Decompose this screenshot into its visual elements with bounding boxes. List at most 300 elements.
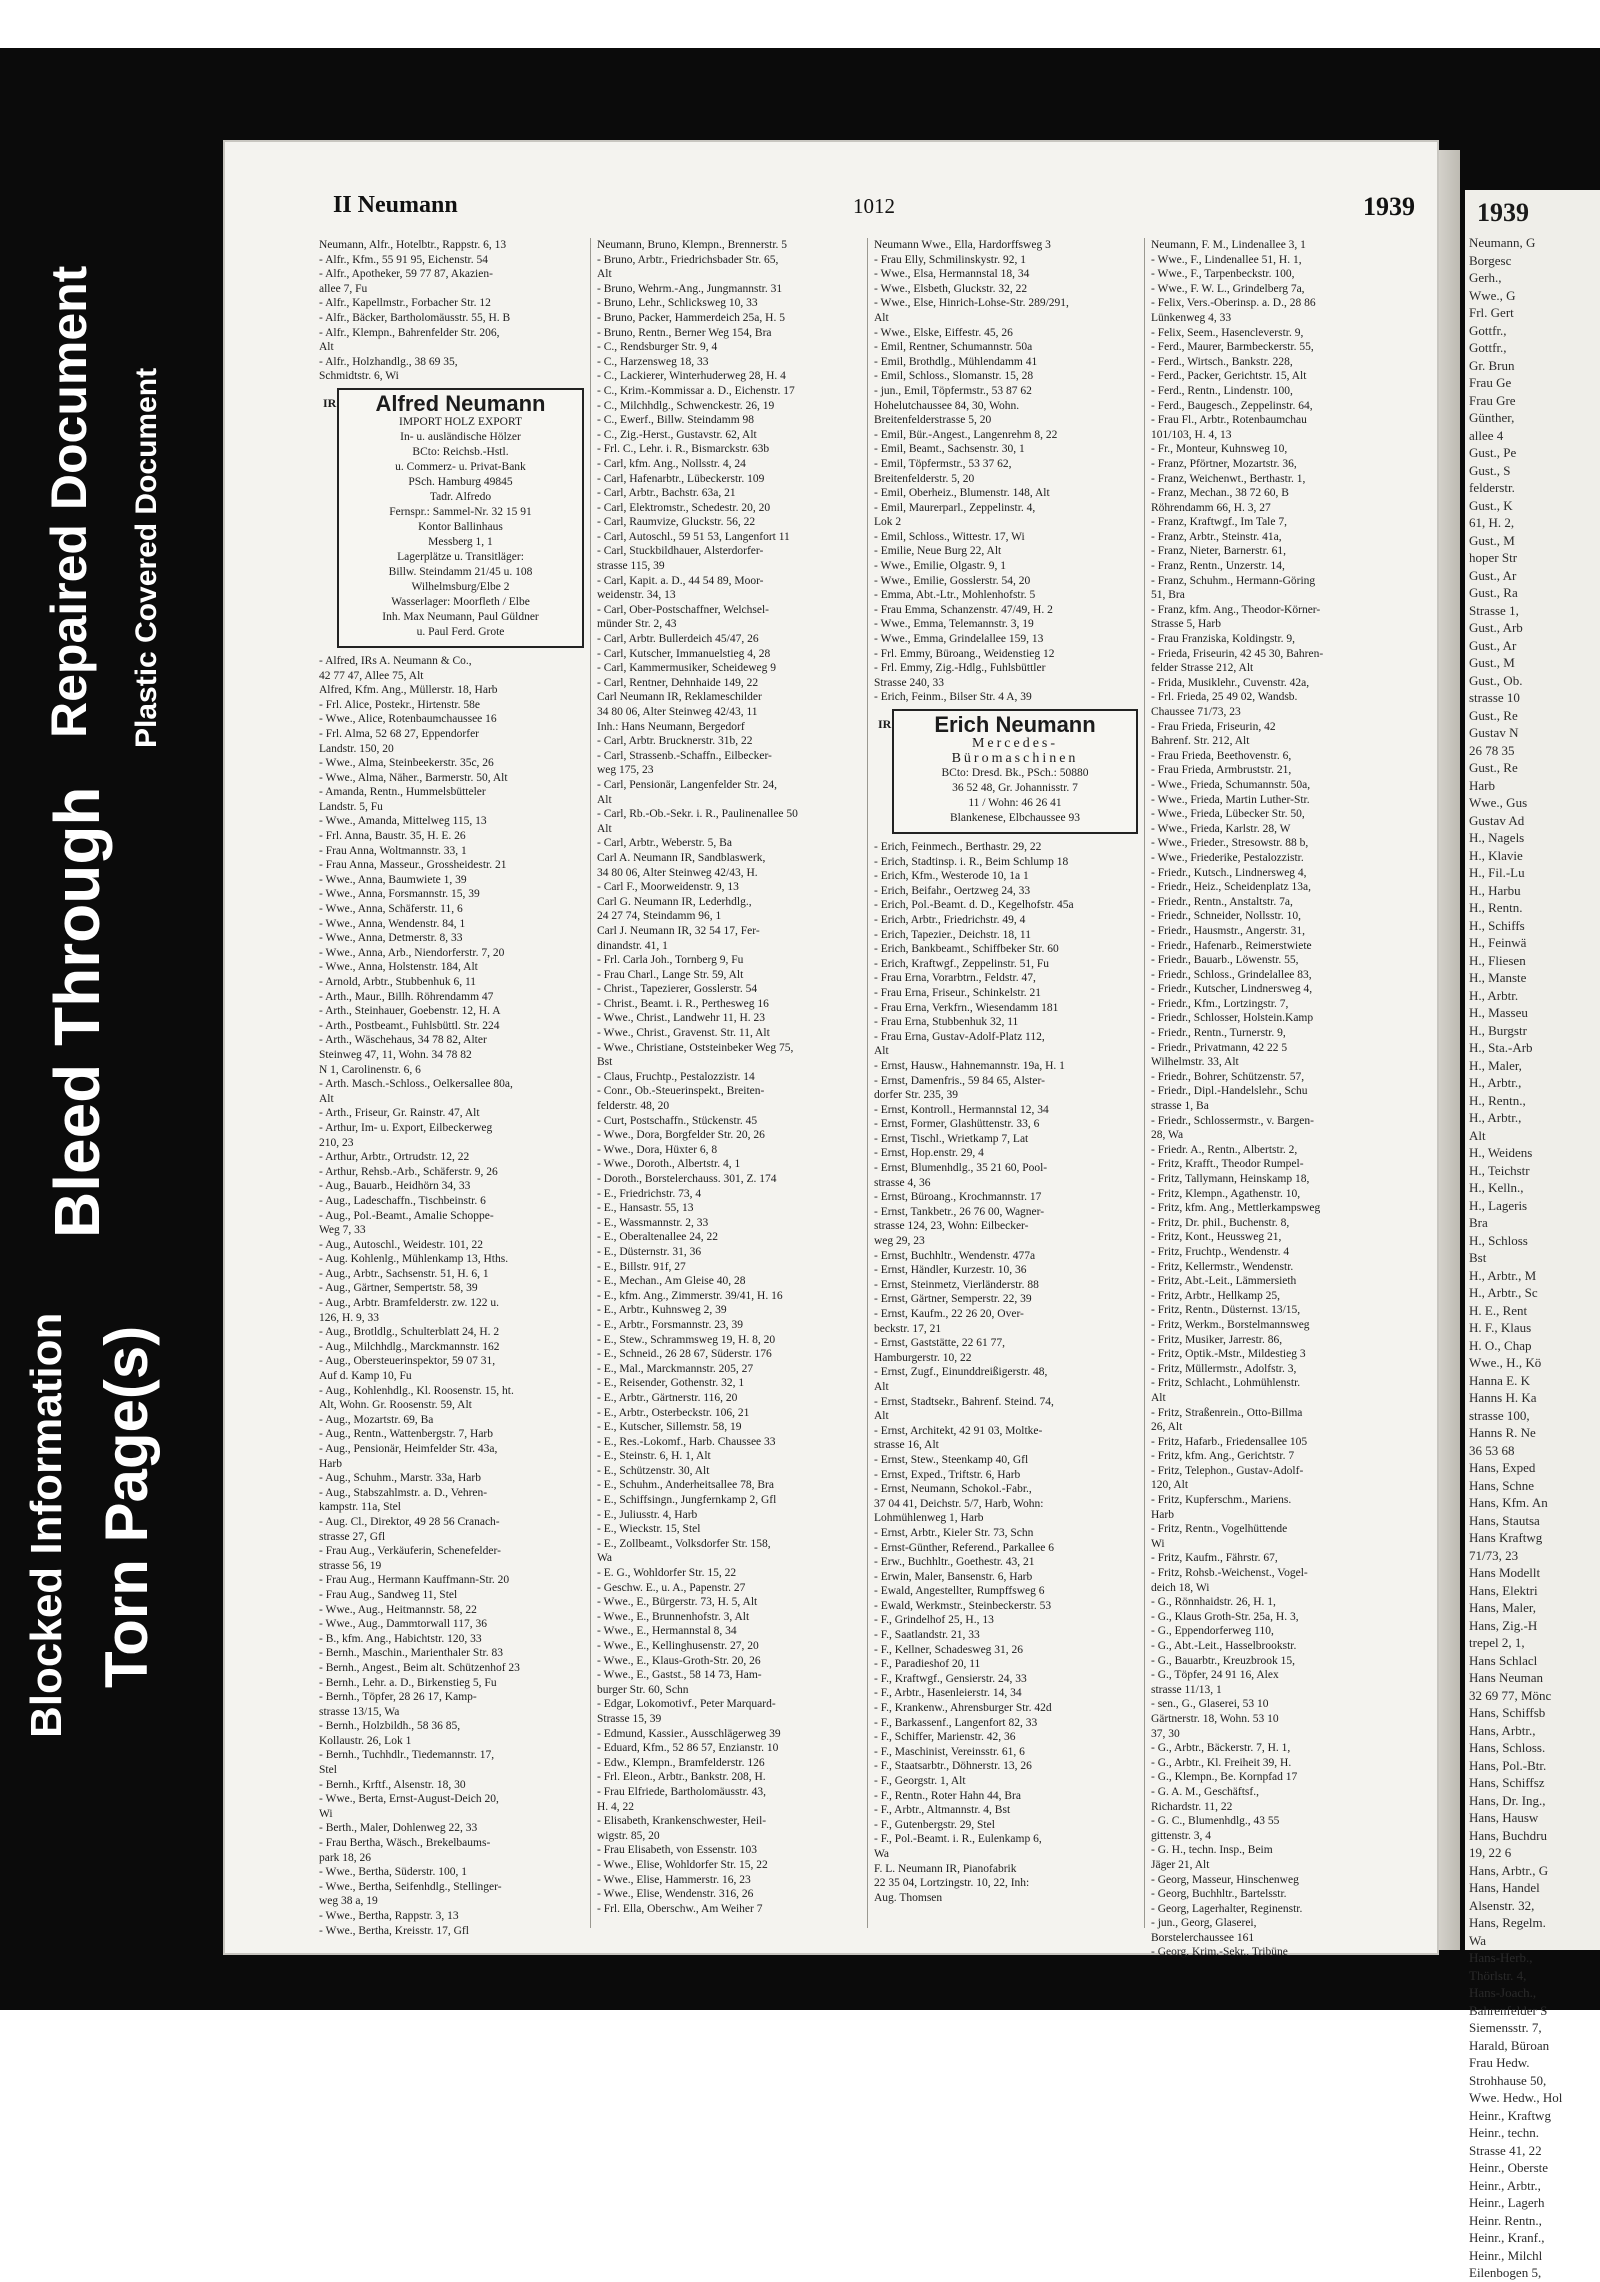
directory-entry: - Ferd., Rentn., Lindenstr. 100, [1151, 384, 1293, 397]
directory-entry: - Alfr., Holzhandlg., 38 69 35, [319, 355, 458, 368]
directory-entry: - Carl, Kutscher, Immanuelstieg 4, 28 [597, 647, 771, 660]
directory-entry: - Fritz, Tallymann, Heinskamp 18, [1151, 1173, 1310, 1185]
directory-entry: - F., Georgstr. 1, Alt [874, 1775, 966, 1787]
directory-entry: - Friedr., Heiz., Scheidenplatz 13a, [1151, 881, 1311, 894]
directory-entry: - Wwe., F., Tarpenbeckstr. 100, [1151, 268, 1295, 281]
directory-entry: Wi [1151, 1537, 1165, 1550]
adjacent-page-line: Gust., Re [1469, 707, 1518, 723]
directory-entry: - E., Friedrichstr. 73, 4 [597, 1187, 702, 1200]
adjacent-page-line: H., Kelln., [1469, 1180, 1524, 1195]
ad-line: Büromaschinen [951, 751, 1079, 766]
directory-entry: - Wwe., Christ., Gravenst. Str. 11, Alt [597, 1027, 770, 1040]
directory-entry: - Wwe., Christ., Landwehr 11, H. 23 [597, 1012, 765, 1025]
adjacent-page-line: Harald, Büroan [1469, 2037, 1550, 2053]
directory-entry: Bst [597, 1056, 613, 1069]
directory-entry: - Fritz, Dr. phil., Buchenstr. 8, [1151, 1216, 1290, 1229]
adjacent-page-line: Hans, Arbtr., [1469, 1722, 1536, 1738]
directory-entry: - Erich, Pol.-Beamt. d. D., Kegelhofstr. 45a [874, 899, 1074, 912]
directory-entry: - Frau Charl., Lange Str. 59, Alt [597, 968, 744, 981]
adjacent-page-line: 32 69 77, Mönc [1469, 1687, 1552, 1703]
adjacent-page-line: Gustav Ad [1469, 812, 1525, 828]
adjacent-page-line: H., Lageris [1469, 1197, 1528, 1213]
directory-entry: - Alfr., Apotheker, 59 77 87, Akazien- [319, 268, 493, 281]
adjacent-page-line: Thörlstr. 4, [1469, 1967, 1527, 1983]
directory-entry: Wilhelmstr. 33, Alt [1151, 1056, 1239, 1069]
directory-entry: - Ernst, Händler, Kurzestr. 10, 36 [874, 1264, 1027, 1277]
directory-entry: - Frl. Alice, Postekr., Hirtenstr. 58e [319, 698, 480, 711]
directory-entry: - F., Paradieshof 20, 11 [874, 1658, 981, 1671]
directory-entry: 42 77 47, Allee 75, Alt [319, 669, 424, 682]
directory-entry: - Wwe., Dora, Borgfelder Str. 20, 26 [597, 1129, 765, 1142]
directory-entry: - Wwe., E., Klaus-Groth-Str. 20, 26 [597, 1654, 761, 1667]
adjacent-page-line: Wwe. Hedw., Hol [1469, 2090, 1563, 2105]
directory-entry: - Friedr., Schneider, Nollsstr. 10, [1151, 910, 1301, 923]
directory-entry: - Frl. Carla Joh., Tornberg 9, Fu [597, 954, 744, 967]
adjacent-page-line: Hanna E. K [1469, 1372, 1531, 1388]
directory-entry: - Wwe., Anna, Forsmannstr. 15, 39 [319, 888, 480, 901]
adjacent-page-line: Bst [1469, 1250, 1487, 1265]
directory-entry: 37, 30 [1151, 1727, 1180, 1740]
directory-entry: - Erich, Kfm., Westerode 10, 1a 1 [874, 870, 1029, 883]
adjacent-page-line: Hans Kraftwg [1469, 1530, 1543, 1545]
directory-entry: park 18, 26 [319, 1851, 372, 1864]
directory-entry: - E., Düsternstr. 31, 36 [597, 1245, 702, 1258]
directory-entry: - Frau Anna, Woltmannstr. 33, 1 [319, 844, 467, 857]
directory-entry: Landstr. 150, 20 [319, 742, 394, 755]
directory-entry: - Fritz, Krafft., Theodor Rumpel- [1151, 1158, 1304, 1171]
directory-entry: - Erich, Feinmech., Berthastr. 29, 22 [874, 841, 1042, 853]
directory-entry: - Franz, Schuhm., Hermann-Göring [1151, 574, 1316, 587]
adjacent-page-line: H., Fil.-Lu [1469, 865, 1525, 880]
directory-entry: - Ferd., Baugesch., Zeppelinstr. 64, [1151, 399, 1313, 412]
directory-entry: Steinweg 47, 11, Wohn. 34 78 82 [319, 1048, 472, 1061]
directory-entry: - Frl. Alma, 52 68 27, Eppendorfer [319, 727, 480, 740]
directory-entry: - Wwe., Anna, Holstenstr. 184, Alt [319, 961, 478, 974]
directory-entry: - Erich, Feinm., Bilser Str. 4 A, 39 [874, 691, 1032, 704]
directory-entry: - Ferd., Packer, Gerichtstr. 15, Alt [1151, 370, 1307, 383]
directory-entry: Jäger 21, Alt [1151, 1858, 1210, 1871]
directory-entry: - Carl, Rentner, Dehnhaide 149, 22 [597, 676, 759, 689]
directory-entry: - Frl. Ella, Oberschw., Am Weiher 7 [597, 1902, 763, 1915]
directory-entry: - Erwin, Maler, Bansenstr. 6, Harb [874, 1570, 1033, 1583]
adjacent-page-line: Wwe., Gus [1469, 795, 1528, 810]
directory-entry: - Wwe., Elske, Eiffestr. 45, 26 [874, 326, 1013, 339]
directory-entry: - E., Mechan., Am Gleise 40, 28 [597, 1275, 746, 1288]
adjacent-page-line: Hans, Schne [1469, 1477, 1534, 1493]
adjacent-page-line: Hans Schlacl [1469, 1652, 1538, 1668]
directory-entry: Harb [1151, 1508, 1174, 1521]
directory-entry: - Wwe., E., Gastst., 58 14 73, Ham- [597, 1669, 762, 1682]
directory-entry: 24 27 74, Steindamm 96, 1 [597, 910, 722, 923]
adjacent-page-line: Gottfr., [1469, 340, 1507, 355]
directory-entry: weidenstr. 34, 13 [597, 589, 676, 602]
directory-entry: - Wwe., F., Lindenallee 51, H. 1, [1151, 253, 1302, 266]
adjacent-page-line: Alsenstr. 32, [1469, 1897, 1535, 1913]
directory-entry: - F., Maschinist, Vereinsstr. 61, 6 [874, 1745, 1025, 1758]
directory-entry: strasse 16, Alt [874, 1439, 939, 1452]
directory-entry: - E., Oberaltenallee 24, 22 [597, 1231, 719, 1244]
directory-entry: dinandstr. 41, 1 [597, 939, 668, 952]
adjacent-page-line: Heinr., Kraftwg [1469, 2107, 1551, 2123]
adjacent-page-line: H., Harbu [1469, 882, 1521, 898]
directory-entry: - Frau Erna, Friseur., Schinkelstr. 21 [874, 986, 1042, 999]
ad-line: u. Paul Ferd. Grote [416, 625, 505, 638]
directory-entry: - Frau Frieda, Friseurin, 42 [1151, 720, 1276, 733]
directory-entry: - Elisabeth, Krankenschwester, Heil- [597, 1815, 767, 1828]
directory-entry: H. 4, 22 [597, 1800, 635, 1813]
adjacent-page-line: Gust., Ar [1469, 637, 1517, 653]
directory-entry: - Wwe., Doroth., Albertstr. 4, 1 [597, 1158, 741, 1171]
directory-entry: - E., Schneid., 26 28 67, Süderstr. 176 [597, 1348, 772, 1361]
directory-entry: 22 35 04, Lortzingstr. 10, 22, Inh: [874, 1877, 1030, 1890]
directory-entry: - F., Kellner, Schadesweg 31, 26 [874, 1643, 1024, 1656]
directory-column [1144, 238, 1421, 1959]
directory-entry: - Arthur, Rehsb.-Arb., Schäferstr. 9, 26 [319, 1165, 498, 1178]
directory-entry: - Ernst, Blumenhdlg., 35 21 60, Pool- [874, 1162, 1048, 1175]
directory-entry: - Georg, Lagerhalter, Reginenstr. [1151, 1902, 1303, 1915]
adjacent-page-line: Frl. Gert [1469, 305, 1514, 320]
adjacent-page-line: H., Arbtr., Sc [1469, 1285, 1538, 1300]
directory-entry: deich 18, Wi [1151, 1581, 1210, 1594]
directory-entry: - Wwe., Emma, Grindelallee 159, 13 [874, 633, 1044, 646]
directory-entry: - Aug., Kohlenhdlg., Kl. Roosenstr. 15, ht. [319, 1384, 514, 1397]
blocked-information-label: Blocked Information [22, 1312, 71, 1738]
directory-entry: - E., Schuhm., Anderheitsallee 78, Bra [597, 1479, 774, 1492]
ad-line: Kontor Ballinhaus [418, 520, 503, 533]
directory-entry: Schmidtstr. 6, Wi [319, 370, 399, 383]
directory-entry: - Frau Elfriede, Bartholomäusstr. 43, [597, 1785, 766, 1798]
directory-entry: - E., Reisender, Gothenstr. 32, 1 [597, 1377, 745, 1390]
directory-entry: - Ewald, Angestellter, Rumpffsweg 6 [874, 1585, 1045, 1598]
directory-entry: - Frl. Eleon., Arbtr., Bankstr. 208, H. [597, 1771, 766, 1784]
ad-line: Wasserlager: Moorfleth / Elbe [391, 595, 530, 608]
directory-entry: - Felix, Seem., Hasencleverstr. 9, [1151, 326, 1304, 339]
directory-entry: - Aug., Ladeschaffn., Tischbeinstr. 6 [319, 1194, 486, 1207]
directory-entry: - Wwe., Aug., Dammtorwall 117, 36 [319, 1618, 488, 1631]
directory-entry: - Aug., Arbtr., Sachsenstr. 51, H. 6, 1 [319, 1267, 489, 1280]
directory-entry: - Ernst, Kaufm., 22 26 20, Over- [874, 1308, 1024, 1320]
directory-entry: - Ernst-Günther, Referend., Parkallee 6 [874, 1541, 1054, 1554]
directory-entry: - G., Klempn., Be. Kornpfad 17 [1151, 1771, 1298, 1784]
directory-entry: - Frau Frieda, Armbruststr. 21, [1151, 764, 1292, 777]
ad-title: Erich Neumann [934, 712, 1096, 737]
directory-entry: - Alfr., Bäcker, Bartholomäusstr. 55, H. B [319, 311, 511, 324]
adjacent-page-line: Hans, Exped [1469, 1460, 1536, 1475]
adjacent-page-line: Frau Ge [1469, 375, 1512, 390]
directory-entry: Strasse 5, Harb [1151, 618, 1221, 631]
directory-entry: - Carl, Kammermusiker, Scheideweg 9 [597, 662, 777, 675]
adjacent-page-line: Gust., M [1469, 655, 1515, 670]
directory-entry: - E., Wassmannstr. 2, 33 [597, 1216, 709, 1229]
directory-entry: - E., Billstr. 91f, 27 [597, 1260, 686, 1273]
directory-entry: Kollaustr. 26, Lok 1 [319, 1734, 412, 1747]
directory-entry: - Georg, Buchhltr., Bartelsstr. [1151, 1888, 1287, 1901]
header-section: II Neumann [333, 192, 458, 218]
directory-entry: Alt [874, 311, 889, 324]
ad-line: BCto: Dresd. Bk., PSch.: 50880 [941, 767, 1089, 779]
directory-entry: - E., Arbtr., Forsmannstr. 23, 39 [597, 1318, 743, 1331]
adjacent-page-line: trepel 2, 1, [1469, 1635, 1525, 1650]
adjacent-page-line: allee 4 [1469, 427, 1504, 443]
directory-entry: - F., Pol.-Beamt. i. R., Eulenkamp 6, [874, 1833, 1042, 1846]
directory-entry: Breitenfelderstrasse 5, 20 [874, 414, 992, 427]
directory-entry: - Aug., Pol.-Beamt., Amalie Schoppe- [319, 1209, 494, 1222]
directory-entry: - Wwe., Anna, Arb., Niendorferstr. 7, 20 [319, 946, 505, 959]
adjacent-page-line: Heinr., Milchl [1469, 2247, 1543, 2263]
adjacent-page-line: Hans, Elektri [1469, 1582, 1538, 1598]
adjacent-page-line: Bahrenfelder S [1469, 2002, 1548, 2018]
directory-entry: - Wwe., Elsbeth, Gluckstr. 32, 22 [874, 282, 1028, 295]
directory-entry: Neumann, F. M., Lindenallee 3, 1 [1151, 239, 1306, 251]
directory-entry: - C., Ewerf., Billw. Steindamm 98 [597, 414, 755, 427]
ad-line: Fernspr.: Sammel-Nr. 32 15 91 [389, 505, 532, 518]
adjacent-page-line: Harb [1469, 777, 1495, 793]
directory-entry: - Bernh., Holzbildh., 58 36 85, [319, 1720, 461, 1733]
directory-entry: - Arth., Postbeamt., Fuhlsbüttl. Str. 224 [319, 1019, 500, 1032]
directory-entry: strasse 11/13, 1 [1151, 1683, 1222, 1696]
directory-entry: - E., Stew., Schrammsweg 19, H. 8, 20 [597, 1333, 776, 1346]
directory-entry: - E., Arbtr., Kuhnsweg 2, 39 [597, 1304, 727, 1317]
directory-column [867, 238, 1144, 1928]
directory-entry: - Emilie, Neue Burg 22, Alt [874, 545, 1002, 558]
adjacent-page-line: H., Feinwä [1469, 935, 1527, 950]
directory-entry: - F., Staatsarbtr., Döhnerstr. 13, 26 [874, 1760, 1032, 1773]
directory-entry: - Wwe., Elsa, Hermannstal 18, 34 [874, 268, 1030, 281]
directory-entry: - Carl, Strassenb.-Schaffn., Eilbecker- [597, 749, 772, 762]
directory-entry: - F., Rentn., Roter Hahn 44, Bra [874, 1789, 1021, 1802]
adjacent-page-line: Hans-Joach., [1469, 1985, 1537, 2000]
directory-entry: - Ernst, Neumann, Schokol.-Fabr., [874, 1483, 1032, 1496]
directory-entry: - Friedr., Privatmann, 42 22 5 [1151, 1041, 1288, 1054]
adjacent-page-line: Günther, [1469, 410, 1515, 425]
directory-entry: Carl A. Neumann IR, Sandblaswerk, [597, 851, 766, 864]
directory-entry: - Bernh., Maschin., Marienthaler Str. 83 [319, 1647, 503, 1660]
directory-entry: Wa [874, 1847, 890, 1860]
adjacent-page-line: Hans, Pol.-Btr. [1469, 1757, 1547, 1773]
directory-entry: - Edw., Klempn., Bramfelderstr. 126 [597, 1756, 765, 1769]
adjacent-page-line: hoper Str [1469, 550, 1518, 565]
ad-line: Wilhelmsburg/Elbe 2 [411, 580, 510, 593]
directory-entry: - Wwe., Alma, Näher., Barmerstr. 50, Alt [319, 771, 508, 784]
directory-entry: - Carl, Hafenarbtr., Lübeckerstr. 109 [597, 472, 765, 485]
directory-entry: - Frau Bertha, Wäsch., Brekelbaums- [319, 1837, 491, 1850]
adjacent-page-line: Gr. Brun [1469, 357, 1515, 373]
directory-entry: - F., Kraftwgf., Gensierstr. 24, 33 [874, 1672, 1027, 1685]
directory-entry: - Ernst, Zugf., Einunddreißigerstr. 48, [874, 1366, 1048, 1379]
directory-entry: - Aug., Mozartstr. 69, Ba [319, 1413, 434, 1426]
directory-entry: - F., Schiffer, Marienstr. 42, 36 [874, 1731, 1016, 1744]
directory-entry: - Carl, Stuckbildhauer, Alsterdorfer- [597, 545, 764, 558]
directory-entry: strasse 124, 23, Wohn: Eilbecker- [874, 1220, 1029, 1233]
adjacent-page-line: 26 78 35 [1469, 742, 1515, 758]
directory-entry: - Bruno, Rentn., Berner Weg 154, Bra [597, 326, 772, 339]
ad-line: 36 52 48, Gr. Johannisstr. 7 [952, 782, 1078, 794]
directory-entry: F. L. Neumann IR, Pianofabrik [874, 1862, 1017, 1875]
directory-entry: - Fritz, Telephon., Gustav-Adolf- [1151, 1464, 1304, 1477]
page-header [333, 192, 1423, 228]
directory-entry: - Friedr., Rentn., Turnerstr. 9, [1151, 1027, 1286, 1040]
adjacent-page-line: Frau Hedw. [1469, 2055, 1530, 2070]
directory-column [313, 238, 590, 1937]
directory-entry: Hohelutchaussee 84, 30, Wohn. [874, 399, 1020, 412]
directory-entry: - Ernst, Hop.enstr. 29, 4 [874, 1147, 984, 1160]
directory-entry: - Wwe., Bertha, Seifenhdlg., Stellinger- [319, 1880, 502, 1893]
directory-entry: Alt [319, 1092, 334, 1105]
directory-entry: kampstr. 11a, Stel [319, 1501, 401, 1514]
directory-entry: Carl G. Neumann IR, Lederhdlg., [597, 895, 752, 908]
directory-entry: - Bernh., Angest., Beim alt. Schützenhof 23 [319, 1661, 520, 1674]
directory-entry: - F., Krankenw., Ahrensburger Str. 42d [874, 1702, 1052, 1715]
directory-entry: - Carl, Pensionär, Langenfelder Str. 24, [597, 778, 777, 791]
adjacent-page-line: Hans, Schloss. [1469, 1740, 1546, 1755]
adjacent-page-line: Hans, Regelm. [1469, 1915, 1546, 1930]
directory-entry: - C., Zig.-Herst., Gustavstr. 62, Alt [597, 428, 757, 441]
directory-entry: - Curt, Postschaffn., Stückenstr. 45 [597, 1114, 758, 1127]
directory-entry: strasse 56, 19 [319, 1559, 382, 1572]
ad-line: Billw. Steindamm 21/45 u. 108 [388, 565, 533, 578]
directory-entry: - C., Harzensweg 18, 33 [597, 355, 709, 368]
directory-entry: - Wwe., Alma, Steinbeekerstr. 35c, 26 [319, 757, 494, 770]
directory-entry: - Arth., Wäschehaus, 34 78 82, Alter [319, 1034, 487, 1047]
directory-entry: - G., Arbtr., Kl. Freiheit 39, H. [1151, 1756, 1292, 1769]
adjacent-page-line: Hans, Maler, [1469, 1600, 1536, 1615]
directory-entry: Alt [597, 793, 612, 806]
ad-line: Tadr. Alfredo [429, 490, 492, 503]
directory-entry: - Ernst, Tankbetr., 26 76 00, Wagner- [874, 1205, 1045, 1218]
directory-entry: - G., Bauarbtr., Kreuzbrook 15, [1151, 1654, 1296, 1667]
adjacent-page-line: H., Maler, [1469, 1057, 1522, 1073]
directory-entry: - G. C., Blumenhdlg., 43 55 [1151, 1815, 1280, 1828]
directory-entry: - Edgar, Lokomotivf., Peter Marquard- [597, 1698, 776, 1711]
ad-line: Mercedes- [971, 736, 1059, 751]
adjacent-page-line: Strohhause 50, [1469, 2072, 1547, 2088]
adjacent-page-line: Hans, Schiffsb [1469, 1705, 1546, 1720]
directory-entry: - Ernst, Kontroll., Hermannstal 12, 34 [874, 1103, 1049, 1116]
adjacent-page-line: Hans, Kfm. An [1469, 1495, 1548, 1510]
directory-entry: - Frida, Musiklehr., Cuvenstr. 42a, [1151, 676, 1310, 689]
ad-line: Lagerplätze u. Transitläger: [397, 550, 524, 563]
directory-entry: - Carl, Rb.-Ob.-Sekr. i. R., Paulinenallee 50 [597, 808, 798, 821]
directory-entry: - Carl, Autoschl., 59 51 53, Langenfort 11 [597, 530, 790, 543]
directory-entry: - Claus, Fruchtp., Pestalozzistr. 14 [597, 1070, 755, 1083]
directory-entry: - Aug., Obersteuerinspektor, 59 07 31, [319, 1355, 496, 1368]
adjacent-page-line: 36 53 68 [1469, 1442, 1515, 1458]
adjacent-page-line: 19, 22 6 [1469, 1845, 1512, 1860]
directory-entry: - G., Töpfer, 24 91 16, Alex [1151, 1669, 1279, 1682]
directory-entry: - Edmund, Kassier., Ausschlägerweg 39 [597, 1727, 781, 1740]
directory-entry: - Bruno, Packer, Hammerdeich 25a, H. 5 [597, 311, 785, 324]
directory-entry: - C., Rendsburger Str. 9, 4 [597, 341, 718, 354]
directory-entry: - Fritz, Müllermstr., Adolfstr. 3, [1151, 1362, 1297, 1375]
directory-entry: Weg 7, 33 [319, 1224, 366, 1237]
ad-line: u. Commerz- u. Privat-Bank [395, 460, 526, 473]
directory-entry: - Fritz, Kaufm., Fährstr. 67, [1151, 1552, 1278, 1565]
directory-entry: - Bruno, Arbtr., Friedrichsbader Str. 65, [597, 253, 779, 266]
directory-entry: - E., Steinstr. 6, H. 1, Alt [597, 1450, 711, 1463]
adjacent-page-line: Gottfr., [1469, 322, 1507, 338]
directory-entry: - E., Res.-Lokomf., Harb. Chaussee 33 [597, 1435, 776, 1448]
directory-entry: - E., Arbtr., Osterbeckstr. 106, 21 [597, 1406, 750, 1419]
directory-entry: - Carl, kfm. Ang., Nollsstr. 4, 24 [597, 457, 746, 470]
directory-entry: - Carl, Arbtr. Bullerdeich 45/47, 26 [597, 633, 759, 646]
ad-line: PSch. Hamburg 49845 [408, 475, 513, 488]
directory-entry: Hamburgerstr. 10, 22 [874, 1351, 972, 1364]
directory-entry: - E., Zollbeamt., Volksdorfer Str. 158, [597, 1537, 771, 1550]
directory-entry: Richardstr. 11, 22 [1151, 1800, 1233, 1813]
adjacent-page-line: strasse 100, [1469, 1407, 1530, 1423]
directory-entry: - jun., Georg, Glaserei, [1151, 1917, 1257, 1930]
directory-entry: - Ernst, Gärtner, Semperstr. 22, 39 [874, 1293, 1032, 1306]
adjacent-page-line: H., Arbtr., [1469, 1110, 1522, 1125]
directory-entry: Alt [874, 1380, 889, 1393]
adjacent-page-line: H. F., Klaus [1469, 1320, 1532, 1335]
directory-entry: - G., Abt.-Leit., Hasselbrookstr. [1151, 1640, 1297, 1652]
directory-entry: - Friedr., Schloss., Grindelallee 83, [1151, 968, 1312, 981]
directory-entry: - Arth. Masch.-Schloss., Oelkersallee 80a, [319, 1078, 513, 1091]
directory-entry: - G., Eppendorferweg 110, [1151, 1625, 1274, 1638]
directory-entry: 34 80 06, Alter Steinweg 42/43, 11 [597, 706, 758, 718]
page-number: 1012 [853, 194, 895, 218]
directory-entry: - Carl, Arbtr., Bachstr. 63a, 21 [597, 487, 736, 500]
directory-entry: - Franz, Rentn., Unzerstr. 14, [1151, 560, 1285, 573]
adjacent-page-line: H. E., Rent [1469, 1302, 1528, 1318]
directory-entry: - Carl F., Moorweidenstr. 9, 13 [597, 881, 739, 894]
directory-entry: - Fritz, Musiker, Jarrestr. 86, [1151, 1333, 1283, 1346]
directory-entry: - Carl, Kapit. a. D., 44 54 89, Moor- [597, 574, 764, 587]
adjacent-page-line: Wwe., H., Kö [1469, 1355, 1542, 1370]
adjacent-page-line: Hans, Stautsa [1469, 1512, 1540, 1528]
adjacent-page-line: Hanns H. Ka [1469, 1390, 1537, 1405]
directory-entry: - Aug., Gärtner, Sempertstr. 58, 39 [319, 1282, 478, 1295]
adjacent-page-line: H., Schloss [1469, 1232, 1528, 1248]
directory-entry: - Wwe., F. W. L., Grindelberg 7a, [1151, 282, 1305, 295]
directory-entry: - Carl, Arbtr. Brucknerstr. 31b, 22 [597, 735, 753, 748]
directory-entry: - Friedr., Bohrer, Schützenstr. 57, [1151, 1070, 1305, 1083]
ad-line: In- u. ausländische Hölzer [400, 430, 521, 443]
header-year: 1939 [1363, 192, 1415, 221]
directory-entry: - Fritz, Rentn., Vogelhüttende [1151, 1523, 1288, 1536]
adjacent-page-line: Hans, Handel [1469, 1880, 1540, 1895]
directory-entry: Alt [874, 1410, 889, 1423]
directory-entry: - Emil, Schloss., Wittestr. 17, Wi [874, 530, 1025, 543]
directory-entry: 28, Wa [1151, 1129, 1184, 1142]
directory-entry: Stel [319, 1764, 337, 1777]
adjacent-page-line: Gust., Ar [1469, 567, 1517, 583]
directory-entry: - Fritz, kfm. Ang., Gerichtstr. 7 [1151, 1450, 1295, 1463]
directory-entry: - Wwe., Bertha, Rappstr. 3, 13 [319, 1910, 459, 1922]
directory-entry: - Fritz, Kupferschm., Mariens. [1151, 1494, 1292, 1507]
directory-entry: - Alfr., Klempn., Bahrenfelder Str. 206, [319, 326, 500, 339]
directory-entry: - Frl. Frieda, 25 49 02, Wandsb. [1151, 691, 1298, 704]
adjacent-page-line: Frau Gre [1469, 392, 1516, 408]
adjacent-page-line: Alt [1469, 1127, 1486, 1143]
directory-entry: wigstr. 85, 20 [597, 1829, 660, 1842]
directory-entry: - G. H., techn. Insp., Beim [1151, 1844, 1273, 1857]
directory-entry: - Wwe., Bertha, Kreisstr. 17, Gfl [319, 1924, 469, 1937]
directory-entry: - Emil, Brothdlg., Mühlendamm 41 [874, 355, 1038, 368]
directory-entry: - Aug., Rentn., Wattenbergstr. 7, Harb [319, 1428, 493, 1441]
directory-entry: - Erich, Tapezier., Deichstr. 18, 11 [874, 928, 1031, 941]
directory-entry: - Wwe., Anna, Schäferstr. 11, 6 [319, 903, 463, 916]
directory-entry: Carl Neumann IR, Reklameschilder [597, 691, 762, 704]
directory-entry: - Friedr., Hafenarb., Reimerstwiete [1151, 939, 1312, 952]
directory-entry: - Georg, Masseur, Hinschenweg [1151, 1873, 1299, 1886]
directory-entry: - Erich, Beifahr., Oertzweg 24, 33 [874, 884, 1031, 897]
directory-entry: - Fritz, Kellermstr., Wendenstr. [1151, 1260, 1294, 1273]
directory-entry: - Alfr., Kapellmstr., Forbacher Str. 12 [319, 297, 491, 310]
ad-line: Messberg 1, 1 [428, 535, 493, 548]
directory-entry: Alt [1151, 1391, 1166, 1404]
